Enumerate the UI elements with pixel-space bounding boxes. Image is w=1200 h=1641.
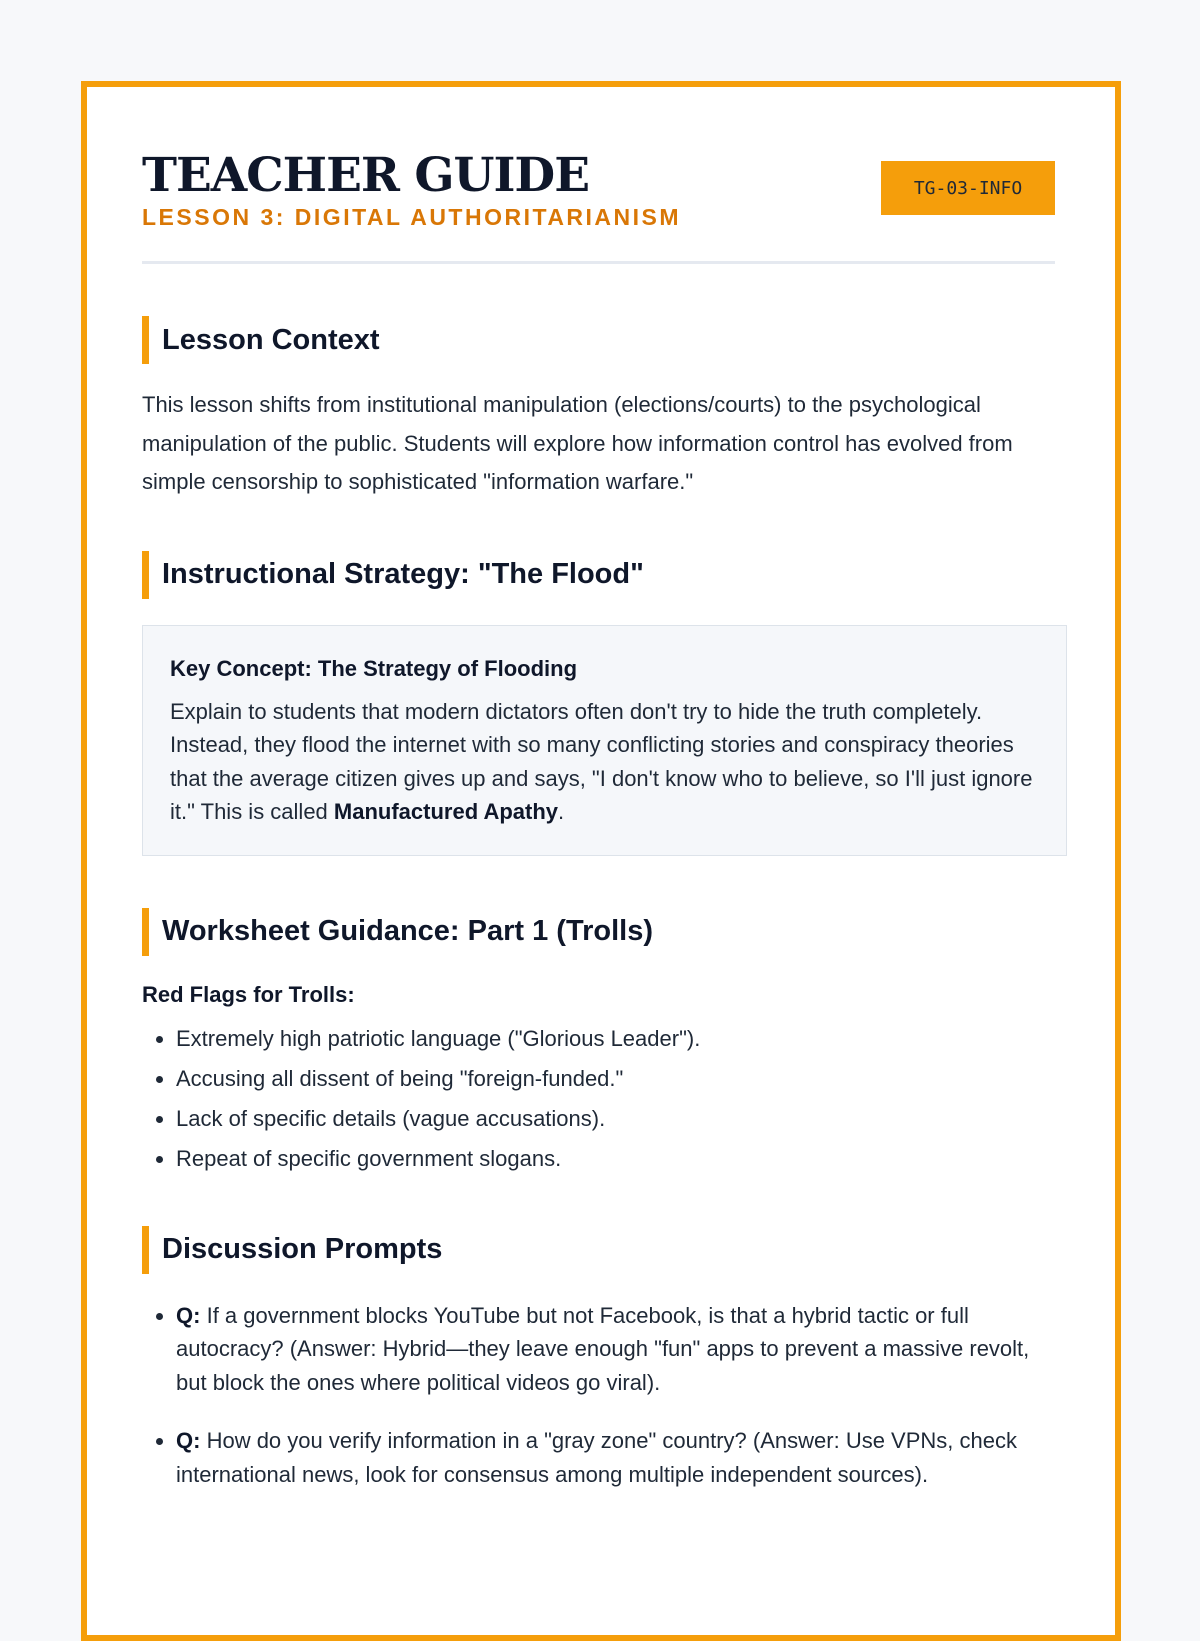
- worksheet-heading-text: Worksheet Guidance: Part 1 (Trolls): [162, 915, 653, 947]
- key-concept-emphasis: Manufactured Apathy: [333, 799, 558, 824]
- list-item: • Lack of specific details (vague accusations).: [176, 1099, 1055, 1139]
- guide-header: [142, 149, 1055, 264]
- strategy-heading-text: Instructional Strategy: "The Flood": [162, 558, 644, 590]
- lesson-context-heading-text: Lesson Context: [162, 323, 380, 356]
- list-item: • Repeat of specific government slogans.: [176, 1139, 1055, 1179]
- prompt-text: If a government blocks YouTube but not Facebook, is that a hybrid tactic or full autocracy? (Answer: Hybrid—they leave enough "fun" apps to prevent a massive revolt, but block the ones where political videos go viral).: [176, 1302, 1030, 1395]
- discussion-prompts-list: [142, 1299, 1055, 1492]
- question-label: Q:: [176, 1302, 201, 1328]
- heading-accent-bar: [142, 1226, 149, 1274]
- list-item: • Extremely high patriotic language ("Glorious Leader").: [176, 1019, 1055, 1059]
- discussion-heading: [142, 1226, 1055, 1274]
- heading-accent-bar: [142, 551, 149, 599]
- prompt-text: How do you verify information in a "gray zone" country? (Answer: Use VPNs, check international news, look for consensus among multiple independent sources).: [176, 1428, 1017, 1487]
- page-title: TEACHER GUIDE: [142, 148, 590, 203]
- discussion-section: [142, 1226, 1055, 1492]
- key-concept-body: Explain to students that modern dictators often don't try to hide the truth completely. Instead, they flood the internet with so many conflicting stories and conspiracy theories that the average citizen gives up and says, "I don't know who to believe, so I'll just ignore it." This is called: [170, 698, 1033, 824]
- worksheet-section: [142, 908, 1055, 1179]
- heading-accent-bar: [142, 316, 149, 364]
- red-flags-list: [142, 1019, 1055, 1179]
- heading-accent-bar: [142, 908, 149, 956]
- question-label: Q:: [176, 1428, 201, 1453]
- lesson-context-body: This lesson shifts from institutional manipulation (elections/courts) to the psychological manipulation of the public. Students will explore how information control has evolved from simple censorship to sophisticated "information warfare.": [142, 392, 1013, 494]
- key-concept-text: [170, 695, 1039, 829]
- list-item: [176, 1424, 1055, 1491]
- key-concept-title: Key Concept: The Strategy of Flooding: [170, 655, 578, 681]
- list-item: [176, 1299, 1055, 1400]
- key-concept-end: .: [558, 799, 565, 824]
- lesson-subtitle: LESSON 3: DIGITAL AUTHORITARIANISM: [142, 204, 682, 230]
- discussion-heading-text: Discussion Prompts: [162, 1233, 443, 1265]
- teacher-guide-card: [81, 81, 1121, 1641]
- strategy-section: [142, 551, 1055, 856]
- guide-code-badge: TG-03-INFO: [881, 161, 1055, 215]
- list-item: • Accusing all dissent of being "foreign-funded.": [176, 1059, 1055, 1099]
- lesson-context-section: [142, 316, 1055, 502]
- lesson-context-heading: [142, 316, 1055, 364]
- red-flags-label: Red Flags for Trolls:: [142, 981, 355, 1007]
- strategy-heading: [142, 551, 1055, 599]
- worksheet-heading: [142, 908, 1055, 956]
- key-concept-box: [142, 625, 1067, 856]
